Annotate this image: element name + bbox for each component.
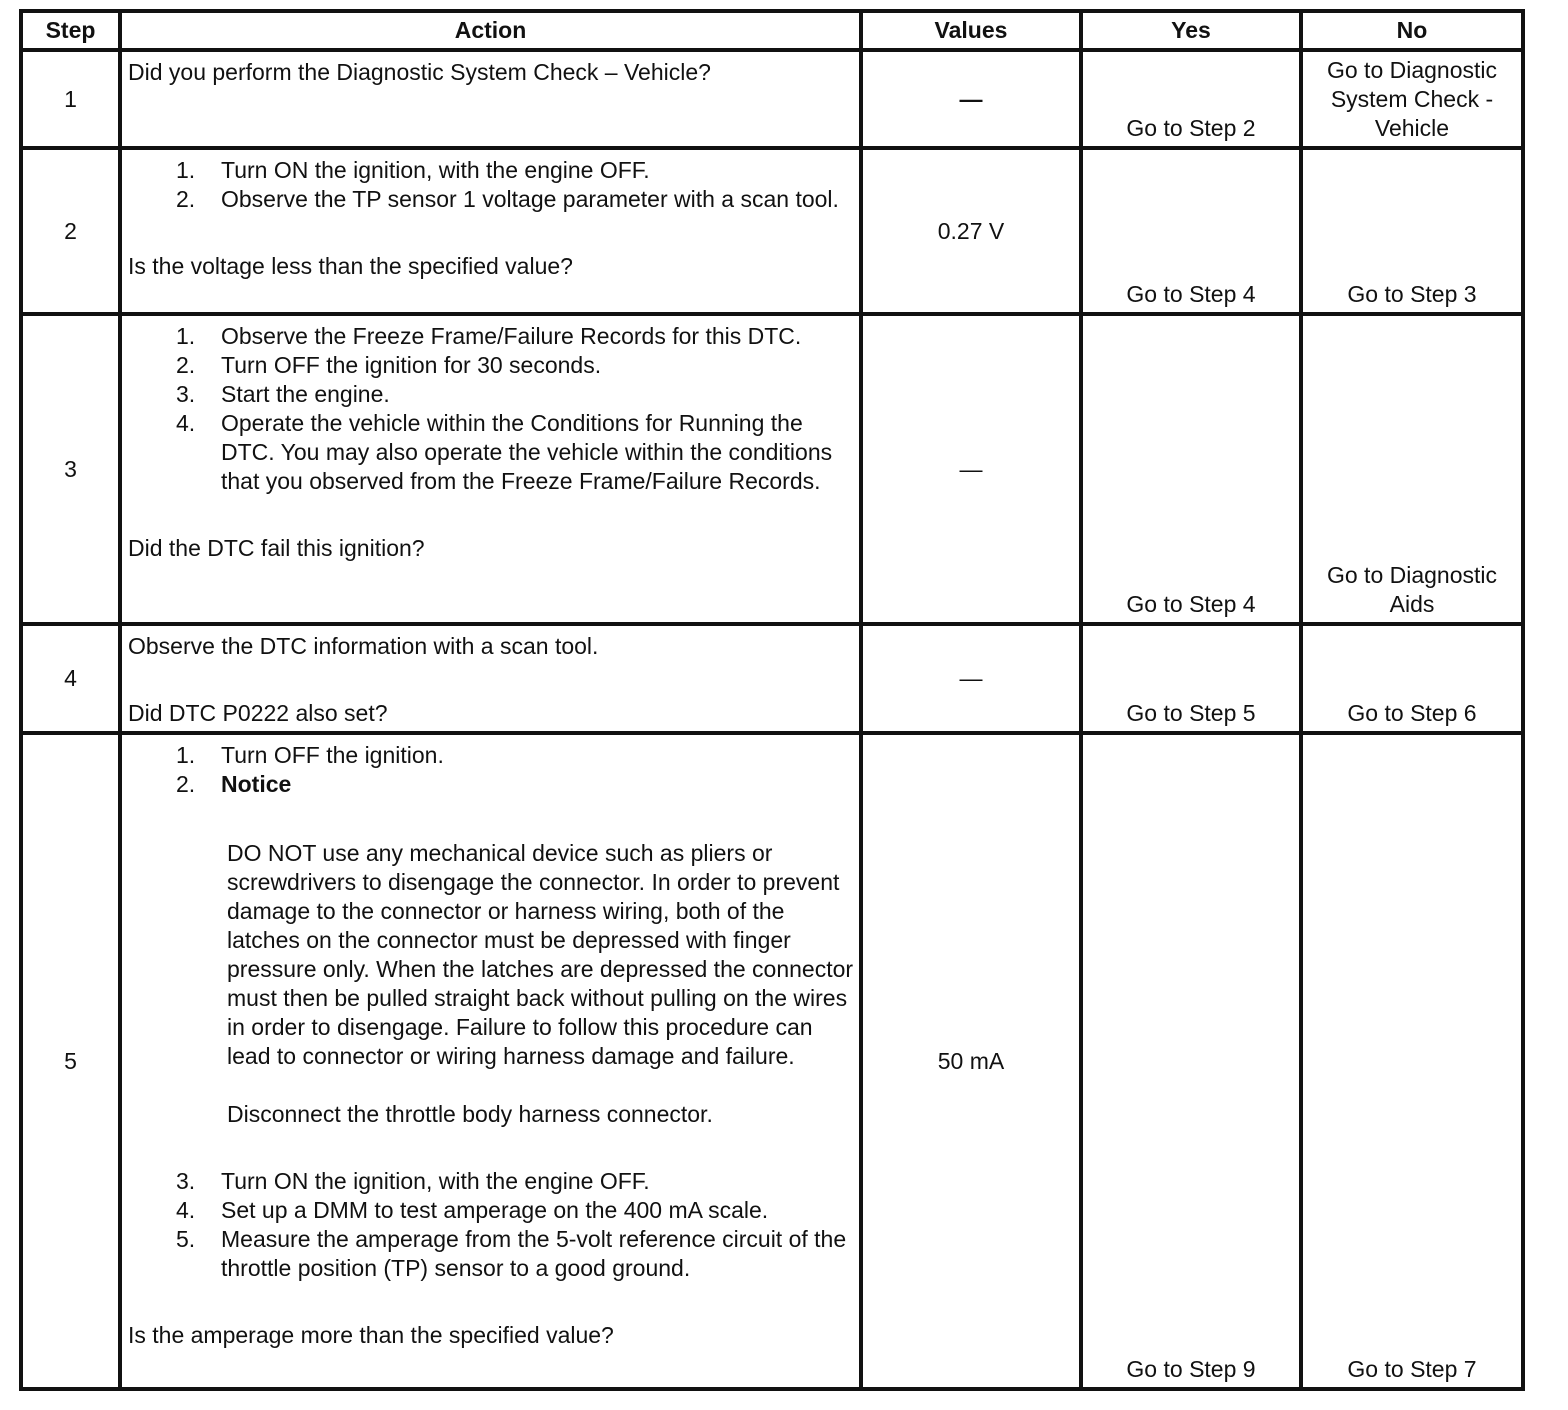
header-values: Values xyxy=(861,11,1081,50)
table-row-step-2 xyxy=(21,148,1523,314)
header-yes: Yes xyxy=(1081,11,1301,50)
step-number: 1 xyxy=(21,50,120,148)
no-cell: Go to Step 7 xyxy=(1301,733,1523,1389)
list-item: 2. Observe the TP sensor 1 voltage parameter with a scan tool. xyxy=(176,186,839,212)
list-item: 4. Operate the vehicle within the Conditions for Running the DTC. You may also operate the vehicle within the conditions that you observed from the Freeze Frame/Failure Records. xyxy=(176,410,833,494)
table-row-step-3 xyxy=(21,314,1523,624)
step-number: 5 xyxy=(21,733,120,1389)
yes-cell: Go to Step 4 xyxy=(1081,314,1301,624)
action-question: Is the amperage more than the specified value? xyxy=(128,1322,614,1348)
list-item: 4. Set up a DMM to test amperage on the 400 mA scale. xyxy=(176,1197,769,1223)
no-cell: Go to Step 6 xyxy=(1301,624,1523,733)
step-number: 3 xyxy=(21,314,120,624)
action-text: Observe the DTC information with a scan tool. xyxy=(128,633,599,659)
action-list xyxy=(128,1167,855,1283)
header-row xyxy=(21,11,1523,50)
action-question: Did DTC P0222 also set? xyxy=(128,700,388,726)
notice-title: Notice xyxy=(221,771,292,797)
action-cell xyxy=(120,314,861,624)
value-cell: 0.27 V xyxy=(861,148,1081,314)
action-cell xyxy=(120,733,861,1389)
list-item: 2. Turn OFF the ignition for 30 seconds. xyxy=(176,352,602,378)
list-item: 1. Turn OFF the ignition. xyxy=(176,742,444,768)
list-item: 5. Measure the amperage from the 5-volt reference circuit of the throttle position (TP) sensor to a good ground. xyxy=(176,1226,847,1281)
list-item: 3. Turn ON the ignition, with the engine OFF. xyxy=(176,1168,650,1194)
step-number: 2 xyxy=(21,148,120,314)
action-list xyxy=(128,156,855,214)
header-action: Action xyxy=(120,11,861,50)
list-item: 1. Observe the Freeze Frame/Failure Records for this DTC. xyxy=(176,323,802,349)
value-cell: — xyxy=(861,624,1081,733)
action-question: Did the DTC fail this ignition? xyxy=(128,535,425,561)
action-list xyxy=(128,322,855,496)
table-row-step-4 xyxy=(21,624,1523,733)
table-row-step-5 xyxy=(21,733,1523,1389)
header-step: Step xyxy=(21,11,120,50)
yes-cell: Go to Step 9 xyxy=(1081,733,1301,1389)
no-cell: Go to Step 3 xyxy=(1301,148,1523,314)
action-text: Did you perform the Diagnostic System Check – Vehicle? xyxy=(128,59,711,85)
action-list xyxy=(128,741,855,799)
list-item: 1. Turn ON the ignition, with the engine OFF. xyxy=(176,157,650,183)
header-no: No xyxy=(1301,11,1523,50)
value-cell xyxy=(861,50,1081,148)
value-cell: — xyxy=(861,314,1081,624)
step-number: 4 xyxy=(21,624,120,733)
yes-cell: Go to Step 4 xyxy=(1081,148,1301,314)
value-cell: 50 mA xyxy=(861,733,1081,1389)
list-item: 3. Start the engine. xyxy=(176,381,390,407)
yes-cell: Go to Step 5 xyxy=(1081,624,1301,733)
diagnostic-table xyxy=(19,9,1525,1391)
action-cell xyxy=(120,624,861,733)
action-question: Is the voltage less than the specified value? xyxy=(128,253,573,279)
notice-body: DO NOT use any mechanical device such as pliers or screwdrivers to disengage the connector. In order to prevent damage to the connector or harness wiring, both of the latches on the connector must be depressed with finger pressure only. When the latches are depressed the connector must then be pulled straight back without pulling on the wires in order to disengage. Failure to follow this procedure can lead to connector or wiring harness damage and failure. xyxy=(227,840,854,1069)
yes-cell: Go to Step 2 xyxy=(1081,50,1301,148)
list-item: 2. Notice xyxy=(128,770,855,799)
value-text: — xyxy=(959,85,983,112)
action-cell xyxy=(120,50,861,148)
no-cell: Go to Diagnostic Aids xyxy=(1301,314,1523,624)
notice-instruction: Disconnect the throttle body harness connector. xyxy=(227,1101,713,1127)
table-row-step-1 xyxy=(21,50,1523,148)
no-cell: Go to Diagnostic System Check - Vehicle xyxy=(1301,50,1523,148)
action-cell xyxy=(120,148,861,314)
